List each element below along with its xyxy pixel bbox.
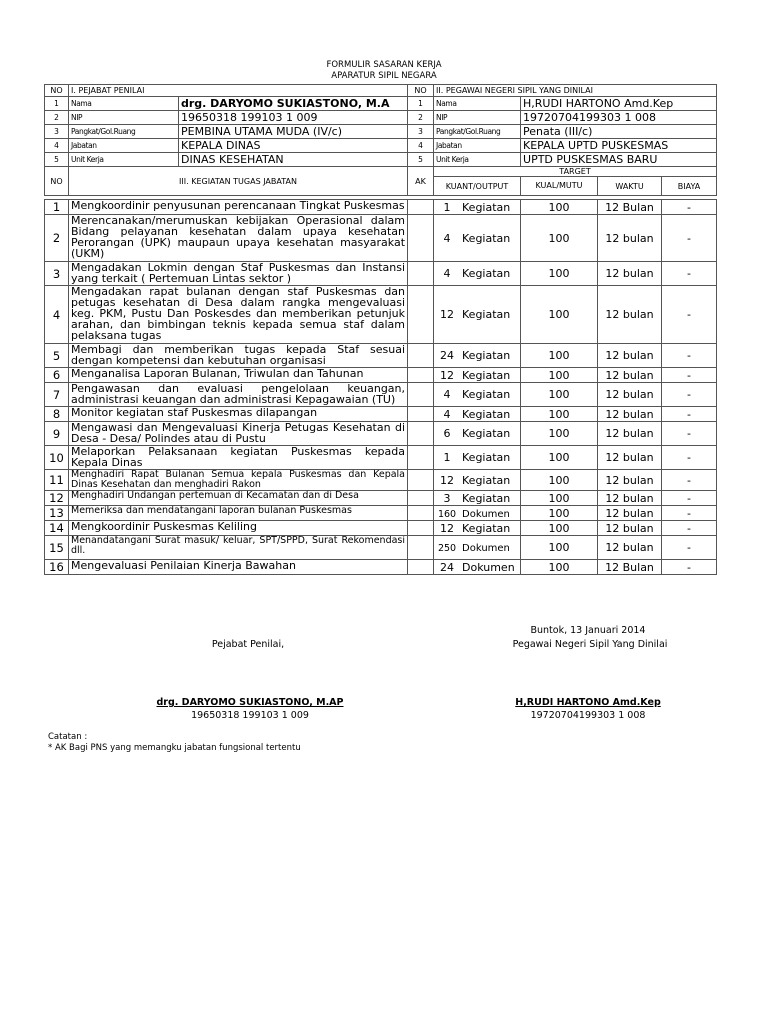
sasaran-kerja-table: [44, 84, 717, 575]
quantity-value: 1: [443, 451, 451, 464]
activity-no: 12: [45, 491, 69, 506]
quantity-value: 24: [440, 560, 455, 574]
notes-text: * AK Bagi PNS yang memangku jabatan fungsional tertentu: [48, 743, 301, 753]
quantity-value: 12: [440, 308, 455, 321]
activity-cost: -: [662, 407, 717, 422]
quantity-unit: Dokumen: [462, 508, 510, 520]
pegawai-value: H,RUDI HARTONO Amd.Kep: [521, 97, 717, 111]
activity-row: [45, 383, 717, 407]
activity-ak: [408, 560, 434, 575]
quantity-value: 250: [437, 543, 457, 554]
pegawai-value: KEPALA UPTD PUSKESMAS: [521, 139, 717, 153]
activity-quality: 100: [521, 383, 598, 407]
activity-row: [45, 344, 717, 368]
activity-row: [45, 407, 717, 422]
pejabat-label: Unit Kerja: [69, 153, 179, 167]
activity-time: 12 bulan: [598, 536, 662, 560]
activity-time: 12 bulan: [598, 446, 662, 470]
activity-text: Mengadakan rapat bulanan dengan staf Puskesmas dan petugas kesehatan di Desa dalam rangka mengevaluasi keg. PKM, Pustu Dan Poskesdes dan memberikan petunjuk arahan, dan bimbingan teknis kepada semua staf dalam pelaksana tugas: [69, 286, 408, 344]
col-no: NO: [45, 85, 69, 97]
activity-no: 10: [45, 446, 69, 470]
activity-ak: [408, 286, 434, 344]
activity-quantity: [434, 506, 521, 521]
activity-text: Monitor kegiatan staf Puskesmas dilapangan: [69, 407, 408, 422]
quantity-unit: Kegiatan: [462, 308, 511, 321]
activity-time: 12 bulan: [598, 521, 662, 536]
quantity-value: 12: [440, 521, 455, 535]
activity-time: 12 bulan: [598, 215, 662, 262]
sign-date: Buntok, 13 Januari 2014: [530, 625, 646, 636]
form-subtitle: APARATUR SIPIL NEGARA: [331, 71, 437, 81]
pejabat-no: 3: [45, 125, 69, 139]
activity-row: [45, 200, 717, 215]
pegawai-no: 3: [408, 125, 434, 139]
activity-row: [45, 446, 717, 470]
quantity-unit: Kegiatan: [462, 491, 511, 505]
pejabat-value: PEMBINA UTAMA MUDA (IV/c): [179, 125, 408, 139]
activity-quantity: [434, 446, 521, 470]
activity-time: 12 bulan: [598, 368, 662, 383]
quantity-value: 3: [443, 491, 451, 505]
activity-row: [45, 286, 717, 344]
kuant-header: KUANT/OUTPUT: [434, 177, 521, 196]
activity-row: [45, 536, 717, 560]
activity-quantity: [434, 521, 521, 536]
quantity-unit: Kegiatan: [462, 473, 511, 487]
activity-cost: -: [662, 491, 717, 506]
quantity-unit: Kegiatan: [462, 407, 511, 421]
activity-text: Menandatangani Surat masuk/ keluar, SPT/SPPD, Surat Rekomendasi dll.: [69, 536, 408, 560]
activity-quality: 100: [521, 446, 598, 470]
activity-text: Mengkoordinir Puskesmas Keliling: [69, 521, 408, 536]
activity-ak: [408, 262, 434, 286]
activity-cost: -: [662, 521, 717, 536]
quantity-value: 12: [440, 368, 455, 382]
activity-no: 14: [45, 521, 69, 536]
activity-text: Melaporkan Pelaksanaan kegiatan Puskesmas kepada Kepala Dinas: [69, 446, 408, 470]
activity-row: [45, 506, 717, 521]
activity-row: [45, 470, 717, 491]
quantity-value: 4: [443, 267, 451, 280]
activity-quantity: [434, 286, 521, 344]
quantity-value: 4: [443, 231, 451, 245]
pegawai-no: 2: [408, 111, 434, 125]
activity-no: 2: [45, 215, 69, 262]
activity-time: 12 bulan: [598, 262, 662, 286]
activity-quantity: [434, 262, 521, 286]
activity-text: Merencanakan/merumuskan kebijakan Operasional dalam Bidang pelayanan kesehatan dalam upaya kesehatan Perorangan (UPK) maupaun upaya kesehatan masyarakat (UKM): [69, 215, 408, 262]
activity-quality: 100: [521, 506, 598, 521]
activity-row: [45, 262, 717, 286]
activity-quantity: [434, 491, 521, 506]
pegawai-label: Nama: [434, 97, 521, 111]
activity-quantity: [434, 536, 521, 560]
activity-time: 12 bulan: [598, 286, 662, 344]
activity-quality: 100: [521, 200, 598, 215]
activity-quality: 100: [521, 560, 598, 575]
activity-cost: -: [662, 383, 717, 407]
right-role: Pegawai Negeri Sipil Yang Dinilai: [512, 639, 668, 650]
quantity-unit: Dokumen: [462, 543, 510, 554]
pegawai-no: 1: [408, 97, 434, 111]
activity-text: Mengkoordinir penyusunan perencanaan Tingkat Puskesmas: [69, 200, 408, 215]
activity-ak: [408, 215, 434, 262]
activity-ak: [408, 506, 434, 521]
pegawai-label: NIP: [434, 111, 521, 125]
quantity-unit: Kegiatan: [462, 349, 511, 362]
activity-no: 4: [45, 286, 69, 344]
activity-time: 12 bulan: [598, 344, 662, 368]
activity-no: 9: [45, 422, 69, 446]
activity-no: 6: [45, 368, 69, 383]
pejabat-label: NIP: [69, 111, 179, 125]
quantity-unit: Kegiatan: [462, 368, 511, 382]
activity-no: 3: [45, 262, 69, 286]
activity-ak: [408, 521, 434, 536]
activity-ak: [408, 422, 434, 446]
col-no: NO: [45, 167, 69, 196]
activity-quantity: [434, 560, 521, 575]
quantity-unit: Kegiatan: [462, 267, 511, 280]
activity-no: 1: [45, 200, 69, 215]
activity-time: 12 bulan: [598, 506, 662, 521]
activity-text: Menganalisa Laporan Bulanan, Triwulan dan Tahunan: [69, 368, 408, 383]
activity-cost: -: [662, 200, 717, 215]
pejabat-header: I. PEJABAT PENILAI: [69, 85, 408, 97]
activity-time: 12 bulan: [598, 470, 662, 491]
activity-quality: 100: [521, 407, 598, 422]
pegawai-no: 4: [408, 139, 434, 153]
quantity-unit: Kegiatan: [462, 388, 511, 401]
activity-text: Membagi dan memberikan tugas kepada Staf sesuai dengan kompetensi dan kebutuhan organisasi: [69, 344, 408, 368]
col-no: NO: [408, 85, 434, 97]
pejabat-value: DINAS KESEHATAN: [179, 153, 408, 167]
activity-ak: [408, 491, 434, 506]
kegiatan-header: III. KEGIATAN TUGAS JABATAN: [69, 167, 408, 196]
left-signatory-nip: 19650318 199103 1 009: [191, 710, 309, 721]
activity-text: Memeriksa dan mendatangani laporan bulanan Puskesmas: [69, 506, 408, 521]
pegawai-label: Unit Kerja: [434, 153, 521, 167]
quantity-value: 4: [443, 407, 451, 421]
biaya-header: BIAYA: [662, 177, 717, 196]
identity-row: [45, 153, 717, 167]
target-header: TARGET: [434, 167, 717, 177]
activity-quality: 100: [521, 262, 598, 286]
activity-quality: 100: [521, 470, 598, 491]
quantity-value: 12: [440, 473, 455, 487]
activity-cost: -: [662, 286, 717, 344]
activity-row: [45, 422, 717, 446]
pejabat-label: Jabatan: [69, 139, 179, 153]
waktu-header: WAKTU: [598, 177, 662, 196]
activity-ak: [408, 536, 434, 560]
pegawai-no: 5: [408, 153, 434, 167]
pejabat-no: 1: [45, 97, 69, 111]
pejabat-value: KEPALA DINAS: [179, 139, 408, 153]
pejabat-no: 2: [45, 111, 69, 125]
activity-row: [45, 215, 717, 262]
activity-quality: 100: [521, 491, 598, 506]
activity-no: 11: [45, 470, 69, 491]
header-row: [45, 85, 717, 97]
quantity-unit: Kegiatan: [462, 521, 511, 535]
activity-text: Mengadakan Lokmin dengan Staf Puskesmas dan Instansi yang terkait ( Pertemuan Lintas sektor ): [69, 262, 408, 286]
activity-cost: -: [662, 446, 717, 470]
quantity-unit: Kegiatan: [462, 200, 511, 214]
quantity-value: 6: [443, 427, 451, 440]
activity-quantity: [434, 200, 521, 215]
quantity-value: 1: [443, 200, 451, 214]
identity-row: [45, 139, 717, 153]
activity-ak: [408, 407, 434, 422]
activity-quantity: [434, 344, 521, 368]
activity-no: 13: [45, 506, 69, 521]
activity-time: 12 bulan: [598, 422, 662, 446]
activity-quality: 100: [521, 344, 598, 368]
pejabat-label: Nama: [69, 97, 179, 111]
activity-ak: [408, 200, 434, 215]
activity-quality: 100: [521, 286, 598, 344]
activity-quantity: [434, 215, 521, 262]
activity-quantity: [434, 407, 521, 422]
activity-row: [45, 491, 717, 506]
activity-quantity: [434, 368, 521, 383]
activity-text: Menghadiri Undangan pertemuan di Kecamatan dan di Desa: [69, 491, 408, 506]
identity-row: [45, 111, 717, 125]
activity-cost: -: [662, 506, 717, 521]
activity-text: Mengawasi dan Mengevaluasi Kinerja Petugas Kesehatan di Desa - Desa/ Polindes atau di Pustu: [69, 422, 408, 446]
activity-text: Menghadiri Rapat Bulanan Semua kepala Puskesmas dan Kepala Dinas Kesehatan dan menghadiri Rakon: [69, 470, 408, 491]
activity-quality: 100: [521, 536, 598, 560]
activity-quantity: [434, 422, 521, 446]
right-signatory-name: H,RUDI HARTONO Amd.Kep: [515, 697, 661, 708]
pegawai-value: UPTD PUSKESMAS BARU: [521, 153, 717, 167]
activity-ak: [408, 446, 434, 470]
activity-row: [45, 368, 717, 383]
activity-no: 5: [45, 344, 69, 368]
activity-quantity: [434, 470, 521, 491]
activity-cost: -: [662, 422, 717, 446]
activity-quality: 100: [521, 368, 598, 383]
activity-no: 7: [45, 383, 69, 407]
activity-text: Pengawasan dan evaluasi pengelolaan keuangan, administrasi keuangan dan administrasi Kepagawaian (TU): [69, 383, 408, 407]
pegawai-value: 19720704199303 1 008: [521, 111, 717, 125]
activity-quantity: [434, 383, 521, 407]
activity-cost: -: [662, 262, 717, 286]
activity-no: 8: [45, 407, 69, 422]
pejabat-value: 19650318 199103 1 009: [179, 111, 408, 125]
activity-time: 12 Bulan: [598, 560, 662, 575]
activity-time: 12 bulan: [598, 407, 662, 422]
identity-row: [45, 97, 717, 111]
right-signatory-nip: 19720704199303 1 008: [530, 710, 646, 721]
quantity-unit: Dokumen: [462, 560, 515, 574]
quantity-unit: Kegiatan: [462, 451, 511, 464]
activity-no: 15: [45, 536, 69, 560]
pegawai-label: Jabatan: [434, 139, 521, 153]
activity-cost: -: [662, 470, 717, 491]
activity-time: 12 bulan: [598, 491, 662, 506]
activity-row: [45, 560, 717, 575]
activity-cost: -: [662, 560, 717, 575]
kual-header: KUAL/MUTU: [521, 177, 598, 196]
activity-row: [45, 521, 717, 536]
activity-header-row: [45, 167, 717, 177]
pejabat-no: 4: [45, 139, 69, 153]
activity-ak: [408, 368, 434, 383]
activity-cost: -: [662, 215, 717, 262]
activity-ak: [408, 470, 434, 491]
pegawai-value: Penata (III/c): [521, 125, 717, 139]
activity-time: 12 Bulan: [598, 200, 662, 215]
form-title: FORMULIR SASARAN KERJA: [326, 60, 442, 70]
activity-ak: [408, 383, 434, 407]
ak-header: AK: [408, 167, 434, 196]
quantity-unit: Kegiatan: [462, 427, 511, 440]
activity-quality: 100: [521, 422, 598, 446]
identity-row: [45, 125, 717, 139]
pejabat-label: Pangkat/Gol.Ruang: [69, 125, 179, 139]
quantity-value: 4: [443, 388, 451, 401]
quantity-value: 24: [440, 349, 455, 362]
activity-cost: -: [662, 344, 717, 368]
left-signatory-name: drg. DARYOMO SUKIASTONO, M.AP: [156, 697, 344, 708]
pejabat-value: drg. DARYOMO SUKIASTONO, M.A: [179, 97, 408, 111]
activity-quality: 100: [521, 521, 598, 536]
activity-cost: -: [662, 536, 717, 560]
quantity-value: 160: [437, 508, 457, 520]
activity-no: 16: [45, 560, 69, 575]
activity-ak: [408, 344, 434, 368]
activity-time: 12 bulan: [598, 383, 662, 407]
quantity-unit: Kegiatan: [462, 231, 511, 245]
activity-cost: -: [662, 368, 717, 383]
activity-quality: 100: [521, 215, 598, 262]
activity-text: Mengevaluasi Penilaian Kinerja Bawahan: [69, 560, 408, 575]
pegawai-label: Pangkat/Gol.Ruang: [434, 125, 521, 139]
notes-label: Catatan :: [48, 732, 88, 742]
left-role: Pejabat Penilai,: [211, 639, 285, 650]
pejabat-no: 5: [45, 153, 69, 167]
pegawai-header: II. PEGAWAI NEGERI SIPIL YANG DINILAI: [434, 85, 717, 97]
